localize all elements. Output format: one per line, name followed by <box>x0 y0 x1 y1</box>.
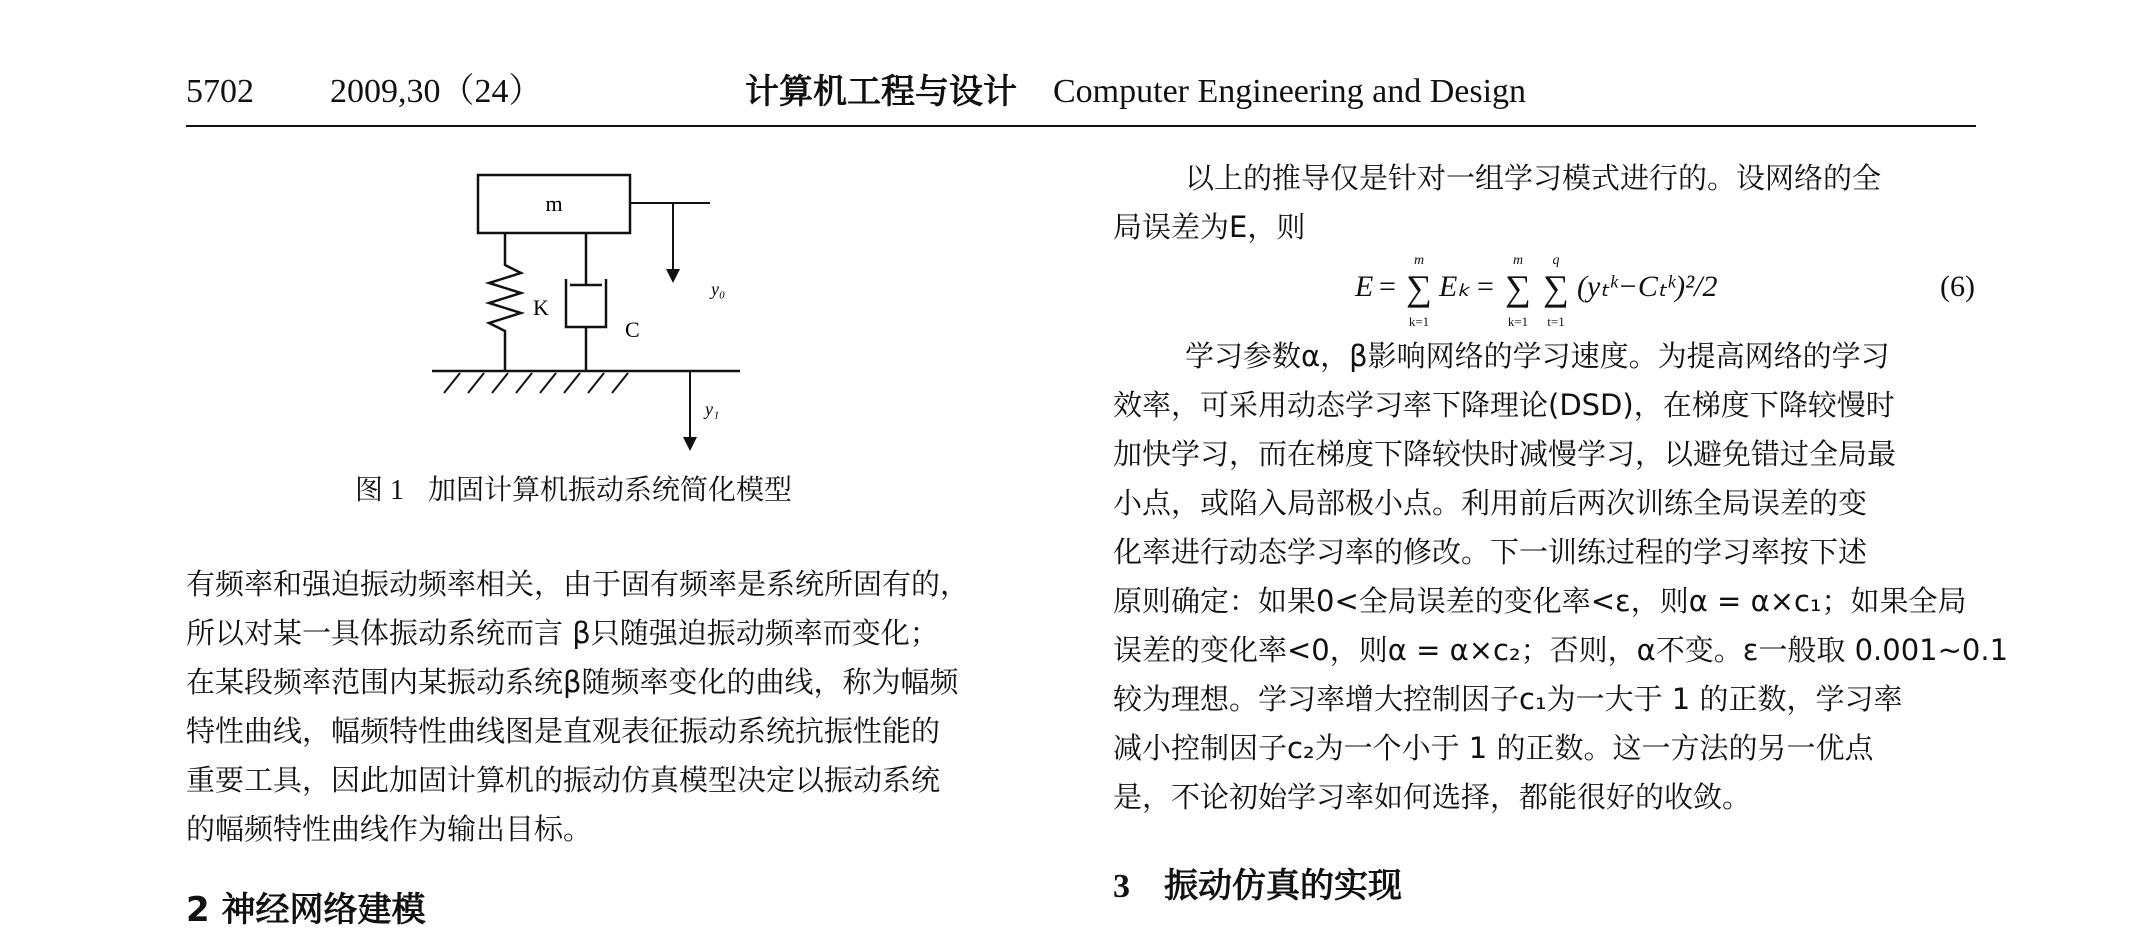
eq-term-1: Eₖ <box>1439 270 1471 303</box>
journal-title-en: Computer Engineering and Design <box>1053 73 1527 110</box>
right-p2-line-5: 化率进行动态学习率的修改。下一训练过程的学习率按下述 <box>1113 535 1868 569</box>
eq-sum-1-top: m <box>1413 253 1425 268</box>
left-line-5: 重要工具，因此加固计算机的振动仿真模型决定以振动系统 <box>186 763 941 797</box>
eq-lhs: E <box>1355 270 1374 303</box>
right-p2-line-8: 较为理想。学习率增大控制因子c₁为一大于 1 的正数，学习率 <box>1113 682 1903 716</box>
right-paragraph-2 <box>1113 332 2009 822</box>
right-p1-line-1: 以上的推导仅是针对一组学习模式进行的。设网络的全 <box>1185 161 1882 195</box>
y0-label: y₀ <box>711 279 726 299</box>
left-line-6: 的幅频特性曲线作为输出目标。 <box>186 812 593 846</box>
right-p2-line-6: 原则确定：如果0<全局误差的变化率<ε，则α = α×c₁；如果全局 <box>1113 584 1967 618</box>
right-p2-line-2: 效率，可采用动态学习率下降理论(DSD)，在梯度下降较慢时 <box>1113 388 1895 422</box>
equation-6 <box>1355 252 1975 330</box>
eq-sum-2-bottom: k=1 <box>1507 314 1529 329</box>
eq-term-2: (yₜᵏ−Cₜᵏ)²/2 <box>1577 270 1718 303</box>
figure-caption-number: 图 1 <box>355 475 405 506</box>
section-3-number: 3 <box>1113 868 1130 905</box>
right-p2-line-9: 减小控制因子c₂为一个小于 1 的正数。这一方法的另一优点 <box>1113 731 1874 765</box>
section-3-title: 振动仿真的实现 <box>1164 866 1402 906</box>
right-p2-line-7: 误差的变化率<0，则α = α×c₂；否则，α不变。ε一般取 0.001~0.1 <box>1113 633 2009 667</box>
eq-sum-1-bottom: k=1 <box>1408 314 1430 329</box>
right-p2-line-1: 学习参数α，β影响网络的学习速度。为提高网络的学习 <box>1185 339 1890 373</box>
spring-k <box>489 233 521 371</box>
right-p1-line-2: 局误差为E，则 <box>1113 210 1306 244</box>
header-rule <box>186 125 1976 127</box>
eq-sum-2-top: m <box>1512 253 1524 268</box>
left-paragraph <box>186 560 1056 854</box>
right-p2-line-10: 是，不论初始学习率如何选择，都能很好的收敛。 <box>1113 780 1752 814</box>
right-p2-line-4: 小点，或陷入局部极小点。利用前后两次训练全局误差的变 <box>1113 486 1868 520</box>
eq-equals-2: = <box>1477 270 1494 303</box>
eq-sum-3: ∑ <box>1543 268 1569 308</box>
mass-label: m <box>545 191 563 216</box>
section-3-heading <box>1113 858 1402 907</box>
left-line-3: 在某段频率范围内某振动系统β随频率变化的曲线，称为幅频 <box>186 665 959 699</box>
eq-equals-1: = <box>1379 270 1396 303</box>
eq-sum-1: ∑ <box>1406 268 1432 308</box>
eq-sum-3-top: q <box>1552 253 1560 268</box>
section-2-heading: 2 神经网络建模 <box>186 890 426 930</box>
left-line-2: 所以对某一具体振动系统而言 β只随强迫振动频率而变化； <box>186 616 939 650</box>
vibration-model-figure <box>420 165 780 465</box>
damper-label: C <box>625 317 640 342</box>
eq-sum-3-bottom: t=1 <box>1547 314 1565 329</box>
equation-number: (6) <box>1940 270 1975 303</box>
figure-caption-text: 加固计算机振动系统简化模型 <box>428 473 793 506</box>
issue-info: 2009,30（24） <box>330 73 543 110</box>
y1-label: y₁ <box>705 399 720 419</box>
left-line-4: 特性曲线，幅频特性曲线图是直观表征振动系统抗振性能的 <box>186 714 941 748</box>
right-paragraph-1 <box>1113 154 1976 252</box>
figure-caption <box>355 472 792 509</box>
eq-sum-2: ∑ <box>1505 268 1531 308</box>
journal-title-cn: 计算机工程与设计 <box>745 72 1017 112</box>
right-p2-line-3: 加快学习，而在梯度下降较快时减慢学习，以避免错过全局最 <box>1113 437 1897 471</box>
left-line-1: 有频率和强迫振动频率相关，由于固有频率是系统所固有的， <box>186 567 970 601</box>
page-number: 5702 <box>186 73 254 110</box>
spring-label: K <box>533 295 549 320</box>
